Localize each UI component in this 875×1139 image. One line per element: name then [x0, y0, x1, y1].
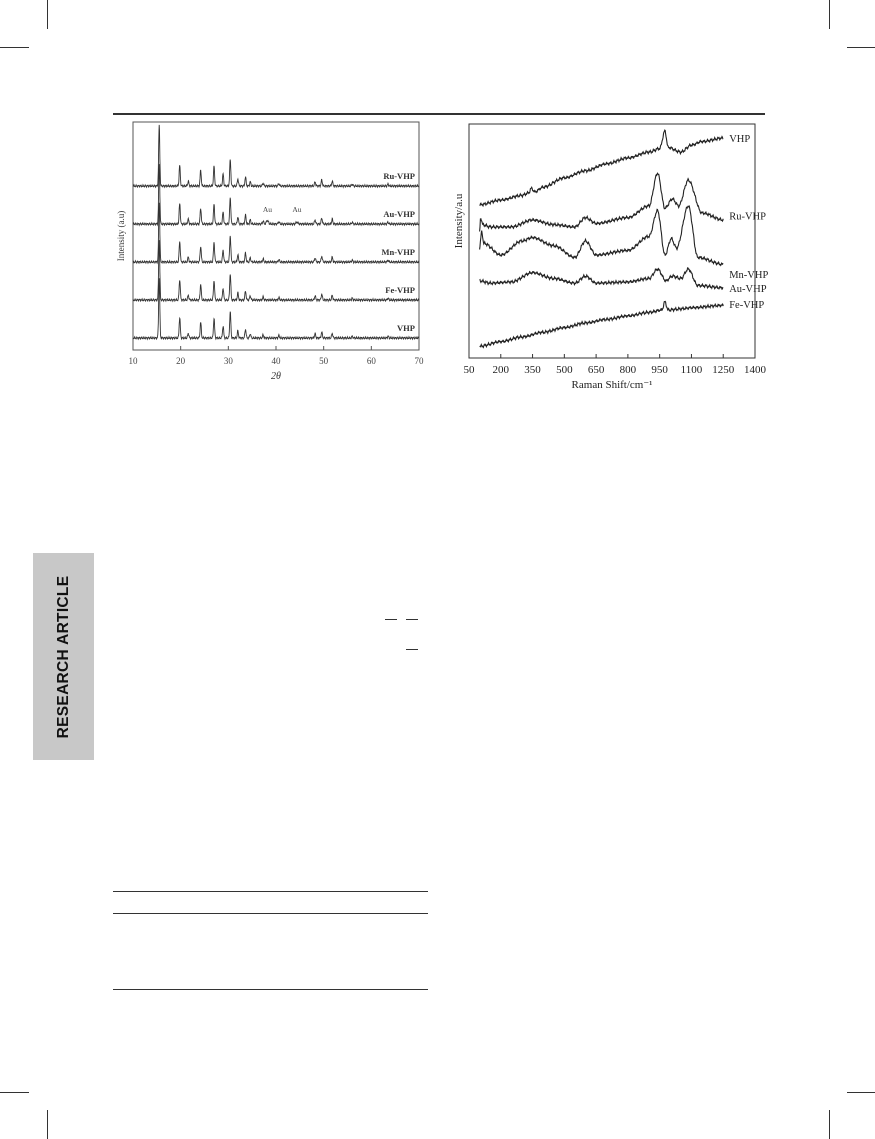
series-line: [133, 125, 419, 187]
raman-figure: [452, 120, 769, 396]
series-label: VHP: [397, 323, 415, 333]
x-tick-label: 1250: [712, 364, 735, 376]
series-line: [133, 203, 419, 263]
y-axis-title: Intensity (a.u): [116, 210, 126, 262]
x-tick-label: 500: [556, 364, 573, 376]
x-tick-label: 1100: [680, 364, 703, 376]
series-line: [133, 278, 419, 339]
crop-mark: [829, 1110, 830, 1139]
x-tick-label: 20: [176, 356, 186, 366]
peak-annotation: Au: [262, 205, 273, 214]
series-label: Fe-VHP: [729, 300, 765, 312]
peak-annotation: Au: [292, 205, 302, 214]
plot-frame: [469, 124, 755, 358]
research-article-tab: [33, 553, 94, 760]
x-axis-title: Raman Shift/cm⁻¹: [571, 379, 653, 391]
table-bottom-rule: [113, 989, 428, 990]
x-tick-label: 40: [271, 356, 281, 366]
series-label: Au-VHP: [383, 209, 415, 219]
overline-mark: [406, 649, 418, 650]
plot-frame: [133, 122, 419, 350]
overline-mark: [406, 619, 418, 620]
x-tick-label: 30: [223, 356, 233, 366]
series-line: [133, 240, 419, 301]
x-tick-label: 200: [492, 364, 510, 376]
series-line: [480, 130, 724, 206]
series-label: Ru-VHP: [383, 171, 415, 181]
crop-mark: [847, 47, 875, 48]
table-top-rule: [113, 891, 428, 892]
series-line: [480, 268, 724, 289]
series-line: [480, 206, 724, 265]
series-line: [480, 173, 724, 231]
x-tick-label: 10: [128, 356, 138, 366]
series-line: [133, 164, 419, 225]
xrd-figure: [108, 118, 428, 380]
header-rule: [113, 113, 765, 115]
y-axis-title: Intensity/a.u: [453, 193, 465, 249]
x-axis-title: 2θ: [271, 371, 281, 382]
crop-mark: [829, 0, 830, 29]
crop-mark: [47, 1110, 48, 1139]
series-label: Mn-VHP: [381, 247, 415, 257]
crop-mark: [0, 1092, 29, 1093]
series-line: [480, 301, 724, 347]
crop-mark: [0, 47, 29, 48]
xrd-chart: [108, 118, 428, 380]
crop-mark: [47, 0, 48, 29]
table-header-rule: [113, 913, 428, 914]
series-label: Au-VHP: [729, 283, 767, 295]
x-tick-label: 800: [619, 364, 637, 376]
series-label: Mn-VHP: [729, 269, 769, 281]
x-tick-label: 50: [319, 356, 329, 366]
series-label: Ru-VHP: [729, 211, 766, 223]
x-tick-label: 950: [651, 364, 668, 376]
x-tick-label: 650: [587, 364, 605, 376]
overline-mark: [385, 619, 397, 620]
raman-chart: [452, 120, 769, 396]
series-label: VHP: [729, 134, 751, 146]
side-tab-label: RESEARCH ARTICLE: [54, 575, 72, 738]
crop-mark: [847, 1092, 875, 1093]
series-label: Fe-VHP: [385, 285, 415, 295]
x-tick-label: 60: [366, 356, 376, 366]
x-tick-label: 1400: [744, 364, 766, 376]
x-tick-label: 350: [524, 364, 541, 376]
x-tick-label: 70: [414, 356, 424, 366]
x-tick-label: 50: [463, 364, 475, 376]
